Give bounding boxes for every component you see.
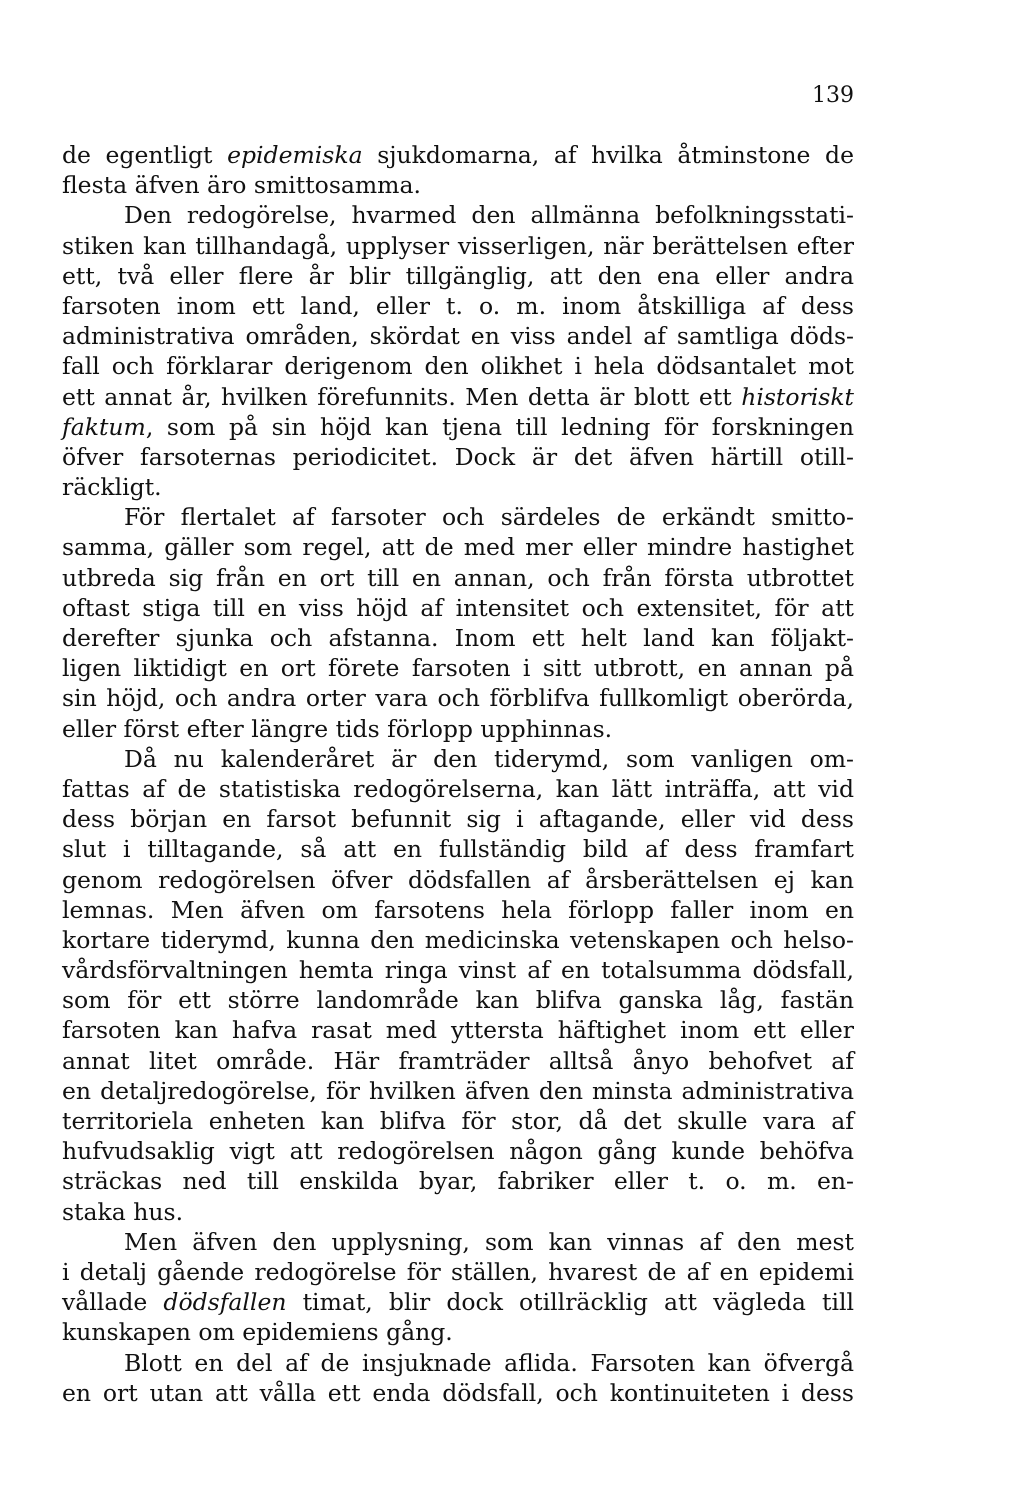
text-run: vållade [62, 1288, 164, 1317]
text-run: lemnas. Men äfven om farsotens hela förlopp faller inom en [62, 895, 854, 924]
text-run: Blott en del af de insjuknade aflida. Farsoten kan öfvergå [124, 1348, 854, 1377]
text-run: räckligt. [62, 473, 162, 502]
body-text [62, 140, 854, 1408]
text-run: fattas af de statistiska redogörelserna, kan lätt inträffa, att vid [62, 774, 854, 803]
text-line [62, 563, 854, 593]
text-line [62, 744, 854, 774]
text-line [62, 140, 854, 170]
text-run: farsoten inom ett land, eller t. o. m. inom åtskilliga af dess [62, 291, 854, 320]
text-line [62, 683, 854, 713]
text-line [62, 261, 854, 291]
text-line [62, 985, 854, 1015]
text-line [62, 1227, 854, 1257]
text-run: som för ett större landområde kan blifva ganska låg, fastän [62, 986, 854, 1015]
text-run: slut i tilltagande, så att en fullständig bild af dess framfart [62, 835, 854, 864]
text-run: sin höjd, och andra orter vara och förblifva fullkomligt oberörda, [62, 684, 854, 713]
text-run: vårdsförvaltningen hemta ringa vinst af en totalsumma dödsfall, [62, 956, 854, 985]
text-run: sträckas ned till enskilda byar, fabriker eller t. o. m. en- [62, 1167, 854, 1196]
text-run: samma, gäller som regel, att de med mer eller mindre hastighet [62, 533, 854, 562]
text-line [62, 412, 854, 442]
text-run: oftast stiga till en viss höjd af intensitet och extensitet, för att [62, 593, 854, 622]
text-line [62, 1317, 854, 1347]
text-run: fall och förklarar derigenom den olikhet i hela dödsantalet mot [62, 352, 854, 381]
text-run: i detalj gående redogörelse för ställen, hvarest de af en epidemi [62, 1257, 854, 1286]
text-run: Den redogörelse, hvarmed den allmänna befolkningsstati- [124, 201, 854, 230]
text-line [62, 1348, 854, 1378]
text-line [62, 442, 854, 472]
text-line [62, 1257, 854, 1287]
text-line [62, 865, 854, 895]
text-run: Då nu kalenderåret är den tiderymd, som vanligen om- [124, 744, 854, 773]
text-line [62, 1197, 854, 1227]
text-line [62, 1076, 854, 1106]
text-line [62, 502, 854, 532]
italic-text: historiskt [741, 382, 854, 411]
text-run: utbreda sig från en ort till en annan, och från första utbrottet [62, 563, 854, 592]
text-line [62, 955, 854, 985]
text-run: en ort utan att vålla ett enda dödsfall, och kontinuiteten i dess [62, 1378, 854, 1407]
text-run: Men äfven den upplysning, som kan vinnas af den mest [124, 1227, 854, 1256]
text-run: hufvudsaklig vigt att redogörelsen någon gång kunde behöfva [62, 1137, 854, 1166]
text-run: kunskapen om epidemiens gång. [62, 1318, 453, 1347]
text-line [62, 532, 854, 562]
text-line [62, 623, 854, 653]
text-line [62, 1287, 854, 1317]
text-line [62, 321, 854, 351]
text-run: genom redogörelsen öfver dödsfallen af årsberättelsen ej kan [62, 865, 854, 894]
page-number: 139 [812, 83, 854, 108]
text-run: flesta äfven äro smittosamma. [62, 171, 421, 200]
text-line [62, 895, 854, 925]
text-run: För flertalet af farsoter och särdeles de erkändt smitto- [124, 503, 854, 532]
text-line [62, 1015, 854, 1045]
text-line [62, 200, 854, 230]
text-line [62, 925, 854, 955]
text-run: territoriela enheten kan blifva för stor, då det skulle vara af [62, 1107, 854, 1135]
text-run: ett annat år, hvilken förefunnits. Men detta är blott ett [62, 382, 742, 411]
text-line [62, 1378, 854, 1408]
text-run: administrativa områden, skördat en viss andel af samtliga döds- [62, 322, 854, 351]
text-run: kortare tiderymd, kunna den medicinska vetenskapen och helso- [62, 925, 854, 954]
text-line [62, 714, 854, 744]
text-run: eller först efter längre tids förlopp upphinnas. [62, 714, 613, 743]
text-run: staka hus. [62, 1197, 184, 1226]
text-line [62, 170, 854, 200]
text-run: sjukdomarna, af hvilka åtminstone de [362, 141, 854, 169]
text-line [62, 593, 854, 623]
text-line [62, 231, 854, 261]
text-run: en detaljredogörelse, för hvilken äfven den minsta administrativa [62, 1076, 854, 1105]
text-run: farsoten kan hafva rasat med yttersta häftighet inom ett eller [62, 1016, 854, 1045]
text-line [62, 1106, 854, 1136]
text-run: dess början en farsot befunnit sig i aftagande, eller vid dess [62, 805, 854, 834]
text-run: de egentligt [62, 141, 228, 169]
text-line [62, 1166, 854, 1196]
text-run: , som på sin höjd kan tjena till ledning för forskningen [145, 412, 854, 441]
text-run: ett, två eller flere år blir tillgänglig, att den ena eller andra [62, 261, 854, 290]
text-run: öfver farsoternas periodicitet. Dock är det äfven härtill otill- [62, 442, 854, 471]
text-run: annat litet område. Här framträder alltså ånyo behofvet af [62, 1046, 854, 1075]
text-run: derefter sjunka och afstanna. Inom ett helt land kan följakt- [62, 624, 854, 652]
text-line [62, 382, 854, 412]
text-run: timat, blir dock otillräcklig att vägleda till [286, 1288, 854, 1317]
text-line [62, 1136, 854, 1166]
text-line [62, 834, 854, 864]
italic-text: faktum [62, 412, 146, 441]
text-line [62, 472, 854, 502]
text-line [62, 804, 854, 834]
text-line [62, 653, 854, 683]
text-line [62, 291, 854, 321]
italic-text: dödsfallen [163, 1288, 287, 1317]
text-line [62, 774, 854, 804]
italic-text: epidemiska [227, 141, 363, 169]
text-line [62, 351, 854, 381]
text-run: stiken kan tillhandagå, upplyser visserligen, när berättelsen efter [62, 231, 854, 260]
text-line [62, 1046, 854, 1076]
text-run: ligen liktidigt en ort förete farsoten i sitt utbrott, en annan på [62, 654, 854, 683]
